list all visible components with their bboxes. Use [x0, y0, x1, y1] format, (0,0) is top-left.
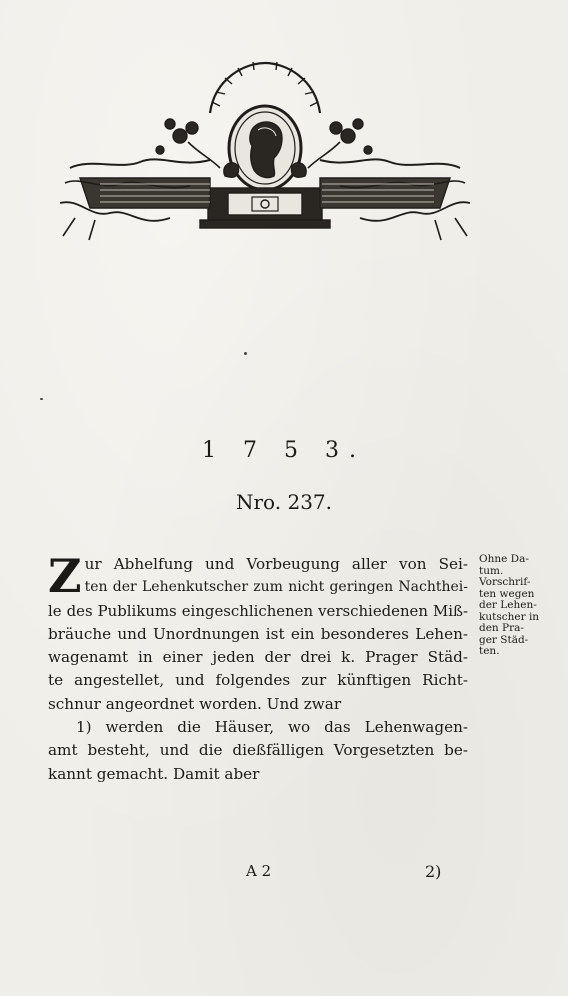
year-heading: 1 7 5 3.	[202, 438, 366, 463]
catchword: 2)	[425, 862, 442, 881]
body-line: le des Publikums eingeschlichenen verschiedenen Miß-	[48, 601, 468, 620]
body-text	[48, 549, 468, 786]
signature-mark: A 2	[246, 862, 272, 880]
margin-note-line: ten wegen	[479, 587, 535, 600]
margin-note-line: kutscher in	[479, 610, 540, 623]
body-line: bräuche und Unordnungen ist ein besonderes Lehen-	[48, 624, 468, 643]
margin-note-line: den Pra-	[479, 622, 524, 634]
body-line: ten der Lehenkutscher zum nicht geringen Nachthei-	[84, 579, 468, 596]
drop-initial: Z	[48, 549, 82, 603]
margin-note-line: ten.	[479, 645, 500, 657]
margin-note-line: Vorschrif-	[479, 576, 531, 588]
body-line: amt besteht, und die dießfälligen Vorgesetzten be-	[48, 741, 468, 760]
margin-note	[479, 554, 568, 658]
body-line: kannt gemacht. Damit aber	[48, 764, 260, 783]
margin-note-line: ger Städ-	[479, 633, 529, 646]
body-line: ur Abhelfung und Vorbeugung aller von Sei-	[84, 555, 468, 573]
ink-speck	[40, 398, 43, 400]
body-line: schnur angeordnet worden. Und zwar	[48, 694, 342, 713]
margin-note-line: Ohne Da-	[479, 553, 529, 565]
document-number: Nro. 237.	[236, 490, 332, 514]
margin-note-line: der Lehen-	[479, 599, 537, 611]
ornamental-vignette	[60, 58, 470, 248]
body-line: 1) werden die Häuser, wo das Lehenwagen-	[76, 718, 468, 737]
margin-note-line: tum.	[479, 564, 504, 577]
body-line: wagenamt in einer jeden der drei k. Prager Städ-	[48, 648, 468, 667]
body-line: te angestellet, und folgendes zur künftigen Richt-	[48, 671, 468, 690]
ink-speck	[244, 352, 247, 355]
